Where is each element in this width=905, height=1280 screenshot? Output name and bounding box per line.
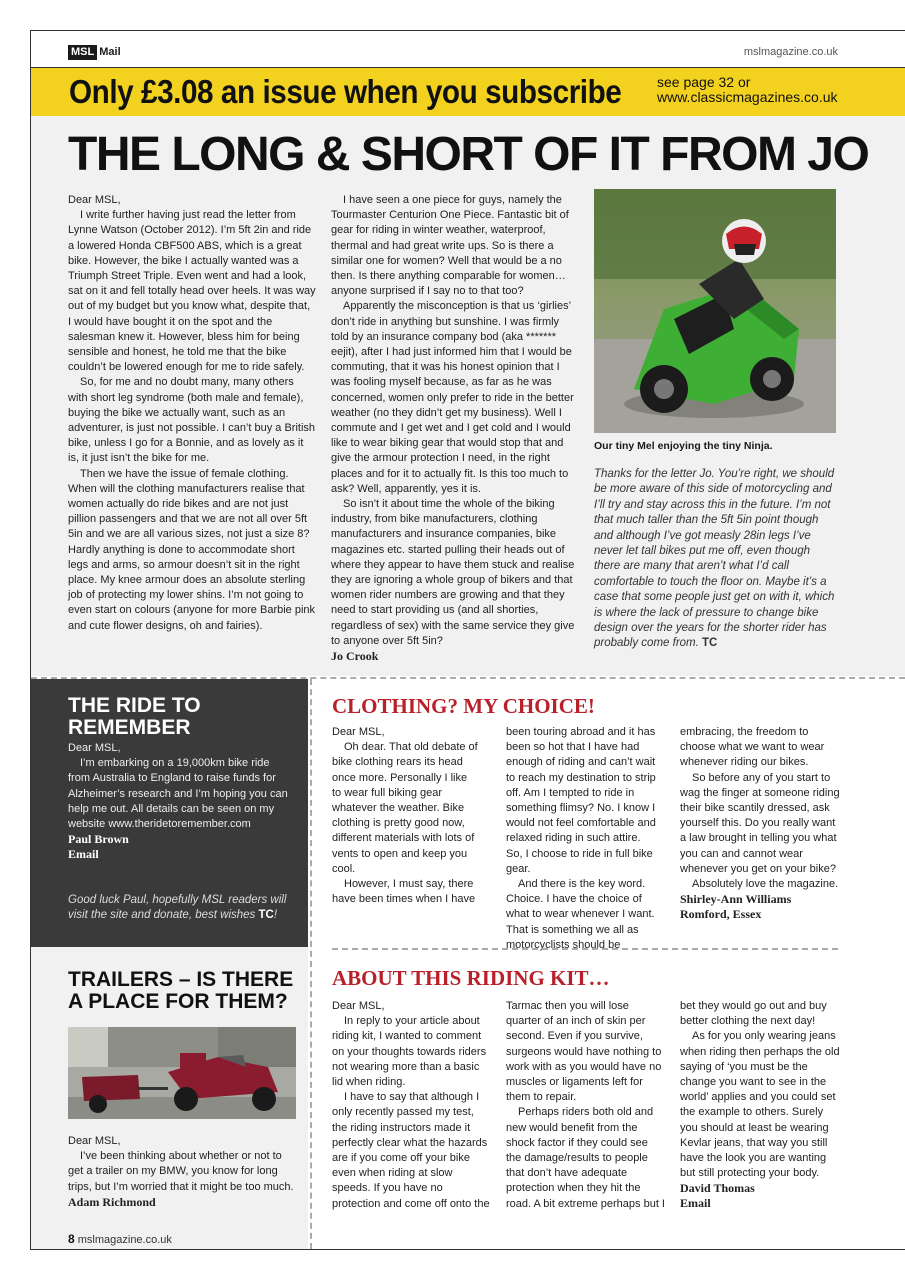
- paragraph: Dear MSL,: [332, 726, 385, 738]
- page-footer: [68, 1232, 172, 1246]
- page-header: [68, 42, 838, 60]
- paragraph: Perhaps riders both old and new would benefit from the shock factor if they could see the damage/results to people that don’t have adequate protection when they hit the road. A bit extreme perhaps but I: [506, 1106, 665, 1210]
- banner-main-text: Only £3.08 an issue when you subscribe: [69, 73, 622, 110]
- trailers-box: [31, 947, 308, 1249]
- paragraph: And there is the key word. Choice. I have the choice of what to wear whenever I want. That is something we all as motorcyclists should be: [506, 878, 655, 951]
- ride-to-remember-box: [31, 679, 308, 947]
- trailers-box-signature: Adam Richmond: [68, 1194, 156, 1209]
- site-url-top: mslmagazine.co.uk: [743, 46, 838, 58]
- letter-signature: Jo Crook: [331, 649, 379, 664]
- ninja-photo: [594, 189, 836, 433]
- editor-reply: [594, 467, 838, 652]
- paragraph: Apparently the misconception is that us ‘girlies’ don’t ride in anything but sunshine. I was firmly told by an insurance company bod (aka ******* eejit), after I had just informed him that I would be commuting, that it was his honest opinion that I was fooling myself because, as far as he was concerned, women only prefer to ride in the better weather (no they didn’t get my business). Well I commute and I get wet and I get cold and I would like to wear biking gear that would stop that and give the armour protection I need, in the right places and for it to actually fit. Is this too much to ask? Well, apparently, yes it is.: [331, 300, 574, 495]
- paragraph: I write further having just read the letter from Lynne Watson (October 2012). I’m 5ft 2in and ride a lowered Honda CBF500 ABS, which is a great bike. However, the bike I actually wanted was a Triumph Street Triple. Even went and had a look, sat on it and fell totally head over heels. It was way out of my budget but you know what, despite that, I would have bought it on the spot and the salesman knew it. However, bless him for being sensible and honest, he told me that the bike couldn’t be lowered enough for me to ride safely.: [68, 209, 316, 374]
- reply-text: Good luck Paul, hopefully MSL readers will visit the site and donate, best wishes: [68, 894, 287, 922]
- paragraph: I’ve been thinking about whether or not to get a trailer on my BMW, you know for long trips, but I’m worried that it might be too much.: [68, 1150, 294, 1193]
- msl-badge: MSL: [68, 45, 97, 60]
- reply-signature: TC: [258, 909, 274, 922]
- main-headline: THE LONG & SHORT OF IT FROM JO: [68, 128, 869, 181]
- ride-box-reply: Good luck Paul, hopefully MSL readers will visit the site and donate, best wishes TC!: [68, 894, 287, 922]
- frame-top: [30, 30, 905, 31]
- paragraph: Dear MSL,: [68, 742, 121, 754]
- ride-box-body: [68, 741, 293, 862]
- paragraph: So, for me and no doubt many, many others with short leg syndrome (both male and female), buying the bike we actually want, such as an adventurer, is just not possible. I can’t buy a British bike, unless I go for a Bonnie, and as lovely as it is, it just isn’t the bike for me.: [68, 376, 316, 465]
- paragraph: Dear MSL,: [68, 1135, 121, 1147]
- page-number: 8: [68, 1232, 75, 1246]
- paragraph: In reply to your article about riding kit, I wanted to comment on your thoughts towards riders not wearing more than a basic lid when riding.: [332, 1015, 487, 1089]
- banner-side-line1: see page 32 or: [657, 74, 751, 90]
- paragraph: I’m embarking on a 19,000km bike ride from Australia to England to raise funds for Alzheimer’s research and I’m hoping you can help me out. All details can be seen on my website www.theridetoremember.com: [68, 757, 288, 831]
- section-name: Mail: [99, 46, 121, 58]
- trailers-box-body: [68, 1134, 300, 1210]
- ride-box-signature: Paul Brown: [68, 832, 129, 847]
- subscribe-banner: [31, 67, 905, 117]
- paragraph: Dear MSL,: [332, 1000, 385, 1012]
- paragraph: However, I must say, there have been times when I have: [332, 878, 476, 906]
- paragraph: Absolutely love the magazine.: [692, 878, 839, 891]
- paragraph: Then we have the issue of female clothing. When will the clothing manufacturers realise that women actually do ride bikes and are not just pillion passengers and that we are not all over 5ft 5in and we are all various sizes, not just a size 8? Hardly anything is done to accommodate short legs and arms, so armour doesn’t sit in the right place. My knee armour does an absolute sterling job of protecting my lower shins. I’m not going to even start on colours (anyone for more Barbie pink and cute flower designs, oh and fairies).: [68, 467, 316, 632]
- section-divider: [332, 948, 838, 950]
- reply-text: Thanks for the letter Jo. You’re right, we should be more aware of this side of motorcycling and I’ll try and stay across this in the future. I’m not that much taller than the 5ft 5in point though and although I’ve got measly 28in legs I’ve never let tall bikes put me off, even though there are many that aren’t what I’d call comfortable to touch the floor on. Maybe it’s a case that some people just get on with it, which is where the lack of pressure to change bike design over the years for the shorter rider has probably come from.: [594, 468, 835, 650]
- vertical-divider: [310, 679, 312, 1249]
- clothing-signature-location: Romford, Essex: [680, 907, 762, 922]
- clothing-column-3: [680, 725, 840, 922]
- riding-kit-signature: David Thomas: [680, 1181, 755, 1196]
- paragraph: been touring abroad and it has been so hot that I have had enough of riding and can’t wait to reach my destination to strip off. Am I tempted to ride in something flimsy? No. I know I would not feel comfortable and relaxed riding in such attire. So, I choose to ride in full bike gear.: [506, 726, 656, 875]
- paragraph: embracing, the freedom to choose what we want to wear whenever riding our bikes.: [680, 726, 825, 769]
- ride-box-signature-email: Email: [68, 847, 99, 862]
- trailers-box-title: TRAILERS – IS THERE A PLACE FOR THEM?: [68, 968, 294, 1013]
- paragraph: So before any of you start to wag the finger at someone riding their bike scantily dressed, ask yourself this. Do you really want a law brought in telling you what you can and cannot wear whenever you get on your bike?: [680, 771, 840, 875]
- clothing-title: CLOTHING? MY CHOICE!: [332, 694, 595, 718]
- paragraph: I have to say that although I only recently passed my test, the riding instructors made it perfectly clear what the hazards are if you come off your bike even when riding at slow speeds. If you have no protection and come off onto the: [332, 1091, 490, 1210]
- clothing-column-2: [506, 725, 660, 953]
- paragraph: bet they would go out and buy better clothing the next day!: [680, 1000, 827, 1028]
- ride-box-title: THE RIDE TO REMEMBER: [68, 694, 201, 739]
- footer-site: mslmagazine.co.uk: [77, 1234, 172, 1246]
- paragraph: Tarmac then you will lose quarter of an inch of skin per second. Even if you survive, surgeons would have nothing to work with as you would have no muscles or ligaments left for them to repair.: [506, 1000, 662, 1104]
- trailer-photo: [68, 1027, 296, 1119]
- paragraph: As for you only wearing jeans when riding then perhaps the old saying of ‘you must be the change you want to see in the world’ applies and you could set the example to others. Surely you should at least be wearing Kevlar jeans, that way you still have the look you are wanting but still protecting your body.: [680, 1030, 840, 1180]
- riding-kit-column-1: [332, 999, 490, 1212]
- banner-side-text: [657, 75, 838, 105]
- clothing-column-1: [332, 725, 478, 907]
- banner-side-line2: www.classicmagazines.co.uk: [657, 89, 838, 105]
- paragraph: Oh dear. That old debate of bike clothing rears its head once more. Personally I like to wear full biking gear whatever the weather. Bike clothing is pretty good now, different materials with lots of vents to open and keep you cool.: [332, 741, 478, 875]
- paragraph: I have seen a one piece for guys, namely the Tourmaster Centurion One Piece. Fantastic bit of gear for riding in winter weather, waterproof, thermal and had great write ups. So is there a similar one for women? Well that would be a no then. Is there anything comparable for women… anyone surprised if I say no to that too?: [331, 194, 569, 298]
- riding-kit-column-3: [680, 999, 840, 1211]
- riding-kit-title: ABOUT THIS RIDING KIT…: [332, 966, 610, 990]
- frame-bottom: [30, 1249, 905, 1250]
- main-letter-column-1: [68, 193, 316, 634]
- riding-kit-signature-email: Email: [680, 1196, 711, 1211]
- photo-caption: Our tiny Mel enjoying the tiny Ninja.: [594, 440, 773, 452]
- paragraph: Dear MSL,: [68, 194, 121, 206]
- clothing-signature: Shirley-Ann Williams: [680, 892, 792, 907]
- reply-signature: TC: [702, 637, 718, 650]
- main-letter-column-2: [331, 193, 579, 664]
- paragraph: So isn’t it about time the whole of the biking industry, from bike manufacturers, clothing manufacturers and insurance companies, bike magazines etc. started pulling their heads out of where they appear to have them stuck and realise they are ignoring a whole group of bikers and that women rider numbers are growing and that they need to start providing us (and all shorties, regardless of sex) with the same service they give to anyone over 5ft 5in?: [331, 498, 575, 647]
- riding-kit-column-2: [506, 999, 666, 1212]
